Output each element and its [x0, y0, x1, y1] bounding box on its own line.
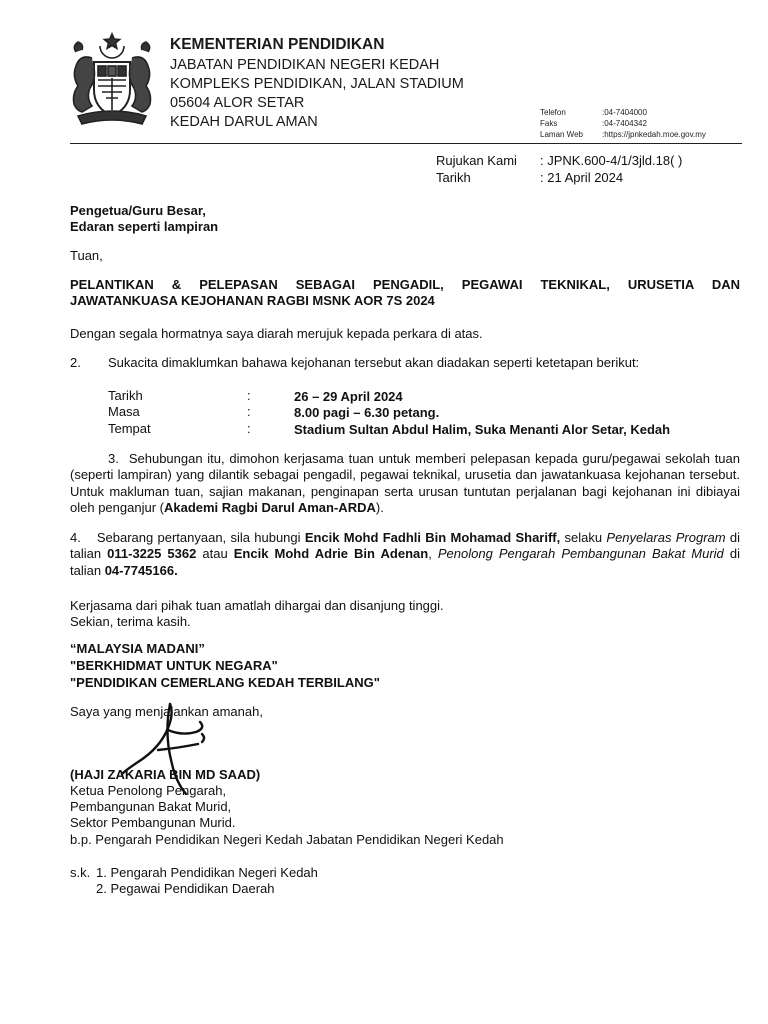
contact-phone-value: :04-7404000: [602, 108, 647, 117]
contact-role-2: Penolong Pengarah Pembangunan Bakat Murid: [437, 546, 724, 562]
cc-item-2: 2. Pegawai Pendidikan Daerah: [96, 881, 275, 896]
para-3-text: Sehubungan itu, dimohon kerjasama tuan untuk memberi pelepasan kepada guru/pegawai sekolah tuan (seperti lampiran) yang dilantik sebagai pengadil, pegawai teknikal, urusetia dan jawatankuasa kejohanan tersebut. Untuk makluman tuan, sajian makanan, penginapan serta urusan tuntutan perjalanan bagi kejohanan ini dibiayai oleh penganjur (: [70, 451, 740, 515]
para-2-text: Sukacita dimaklumkan bahawa kejohanan tersebut akan diadakan seperti ketetapan berikut:: [108, 355, 640, 370]
para-4: [70, 530, 740, 579]
slogan-1: “MALAYSIA MADANI”: [70, 641, 205, 656]
signatory-name: (HAJI ZAKARIA BIN MD SAAD): [70, 767, 261, 782]
signatory-title-2: Pembangunan Bakat Murid,: [70, 799, 232, 814]
contact-web-label: Laman Web: [540, 130, 583, 139]
schedule-time-value: 8.00 pagi – 6.30 petang.: [294, 405, 440, 420]
slogan-2: "BERKHIDMAT UNTUK NEGARA": [70, 658, 278, 673]
address-line-1: KOMPLEKS PENDIDIKAN, JALAN STADIUM: [170, 76, 464, 92]
para-4-text-d: atau: [196, 546, 234, 562]
contact-role-1: Penyelaras Program: [606, 530, 726, 545]
contact-person-2: Encik Mohd Adrie Bin Adenan: [233, 546, 429, 562]
date-value: : 21 April 2024: [540, 170, 624, 185]
contact-phone-label: Telefon: [540, 108, 566, 117]
closing-line-1: Kerjasama dari pihak tuan amatlah dihargai dan disanjung tinggi.: [70, 598, 444, 613]
cc-item-1: 1. Pengarah Pendidikan Negeri Kedah: [96, 865, 318, 880]
contact-fax-value: :04-7404342: [602, 119, 647, 128]
para-3: [70, 451, 740, 516]
trust-line: Saya yang menjalankan amanah,: [70, 704, 263, 719]
contact-web-value: :https://jpnkedah.moe.gov.my: [602, 130, 706, 139]
contact-person-1: Encik Mohd Fadhli Bin Mohamad Shariff,: [304, 530, 561, 545]
contact-phone-1: 011-3225 5362: [107, 546, 197, 562]
schedule-venue-label: Tempat: [108, 421, 151, 436]
signatory-title-4: b.p. Pengarah Pendidikan Negeri Kedah Jabatan Pendidikan Negeri Kedah: [70, 832, 504, 847]
contact-phone-2: 04-7745166.: [104, 562, 178, 578]
reference-label: Rujukan Kami: [436, 153, 517, 168]
signatory-title-3: Sektor Pembangunan Murid.: [70, 815, 236, 830]
header-divider: [70, 143, 742, 144]
department-name: JABATAN PENDIDIKAN NEGERI KEDAH: [170, 57, 440, 73]
address-line-2: 05604 ALOR SETAR: [170, 95, 305, 111]
contact-fax-label: Faks: [540, 119, 558, 128]
schedule-date-value: 26 – 29 April 2024: [294, 389, 403, 404]
schedule-date-sep: :: [247, 388, 251, 403]
cc-prefix: s.k.: [70, 865, 91, 880]
para-4-text-a: Sebarang pertanyaan, sila hubungi: [96, 530, 305, 545]
slogan-3: "PENDIDIKAN CEMERLANG KEDAH TERBILANG": [70, 675, 380, 690]
date-label: Tarikh: [436, 170, 471, 185]
para-4-number: 4.: [70, 530, 81, 545]
malaysia-coat-of-arms-icon: [62, 32, 162, 132]
para-4-text-f: di talian: [70, 546, 740, 578]
schedule-venue-value: Stadium Sultan Abdul Halim, Suka Menanti Alor Setar, Kedah: [294, 422, 671, 437]
para-3-organiser: Akademi Ragbi Darul Aman-ARDA: [163, 499, 376, 515]
para-4-text-e: ,: [428, 546, 438, 562]
subject-line-2: JAWATANKUASA KEJOHANAN RAGBI MSNK AOR 7S 2024: [70, 293, 435, 308]
salutation: Tuan,: [70, 248, 103, 263]
schedule-venue-sep: :: [247, 421, 251, 436]
recipient-line-2: Edaran seperti lampiran: [70, 219, 219, 234]
recipient-line-1: Pengetua/Guru Besar,: [70, 203, 206, 218]
ministry-name: KEMENTERIAN PENDIDIKAN: [170, 36, 385, 53]
para-3-number: 3.: [108, 451, 119, 466]
para-4-text-b: selaku: [560, 530, 607, 545]
schedule-date-label: Tarikh: [108, 388, 143, 403]
reference-value: : JPNK.600-4/1/3jld.18( ): [540, 153, 683, 168]
schedule-time-label: Masa: [108, 404, 140, 419]
closing-line-2: Sekian, terima kasih.: [70, 614, 191, 629]
para-2-number: 2.: [70, 355, 81, 370]
intro-paragraph: Dengan segala hormatnya saya diarah merujuk kepada perkara di atas.: [70, 326, 483, 341]
address-line-3: KEDAH DARUL AMAN: [170, 114, 318, 130]
subject-line-1: PELANTIKAN & PELEPASAN SEBAGAI PENGADIL, PEGAWAI TEKNIKAL, URUSETIA DAN: [70, 277, 740, 292]
para-4-text-c: di talian: [70, 530, 740, 562]
para-3-end: ).: [375, 499, 384, 515]
schedule-time-sep: :: [247, 404, 251, 419]
signatory-title-1: Ketua Penolong Pengarah,: [70, 783, 227, 798]
